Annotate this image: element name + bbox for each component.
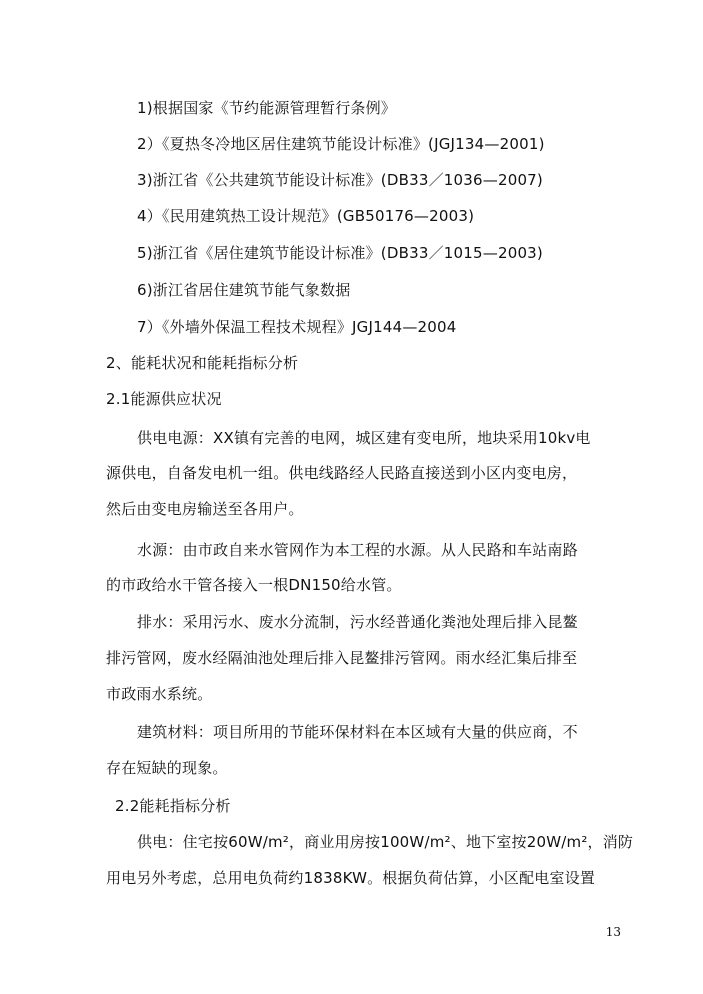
paragraph-power-line-3: 然后由变电房输送至各用户。	[106, 500, 304, 518]
paragraph-drainage-line-1: 排水：采用污水、废水分流制，污水经普通化粪池处理后排入昆鳌	[137, 613, 578, 631]
paragraph-materials-line-2: 存在短缺的现象。	[106, 759, 228, 777]
section-heading-2-1: 2.1能源供应状况	[106, 390, 222, 408]
reference-item-4: 4）《民用建筑热工设计规范》(GB50176—2003)	[137, 207, 475, 225]
paragraph-power-line-1: 供电电源：XX镇有完善的电网，城区建有变电所，地块采用10kv电	[137, 429, 591, 447]
paragraph-drainage-line-3: 市政雨水系统。	[106, 685, 213, 703]
section-heading-2-2: 2.2能耗指标分析	[115, 797, 231, 815]
reference-item-6: 6)浙江省居住建筑节能气象数据	[137, 281, 351, 299]
paragraph-materials-line-1: 建筑材料：项目所用的节能环保材料在本区域有大量的供应商，不	[137, 723, 578, 741]
reference-item-7: 7）《外墙外保温工程技术规程》JGJ144—2004	[137, 318, 457, 336]
paragraph-supply-line-2: 用电另外考虑，总用电负荷约1838KW。根据负荷估算，小区配电室设置	[106, 869, 596, 887]
reference-item-5: 5)浙江省《居住建筑节能设计标准》(DB33／1015—2003)	[137, 244, 543, 262]
paragraph-drainage-line-2: 排污管网，废水经隔油池处理后排入昆鳌排污管网。雨水经汇集后排至	[106, 649, 578, 667]
reference-item-3: 3)浙江省《公共建筑节能设计标准》(DB33／1036—2007)	[137, 171, 543, 189]
reference-item-1: 1)根据国家《节约能源管理暂行条例》	[137, 99, 396, 117]
paragraph-water-line-2: 的市政给水干管各接入一根DN150给水管。	[106, 576, 402, 594]
reference-item-2: 2）《夏热冬冷地区居住建筑节能设计标准》(JGJ134—2001)	[137, 135, 545, 153]
paragraph-power-line-2: 源供电，自备发电机一组。供电线路经人民路直接送到小区内变电房，	[106, 464, 578, 482]
paragraph-supply-line-1: 供电：住宅按60W/m²，商业用房按100W/m²、地下室按20W/m²，消防	[137, 833, 634, 851]
paragraph-water-line-1: 水源：由市政自来水管网作为本工程的水源。从人民路和车站南路	[137, 541, 578, 559]
page-number: 13	[605, 925, 621, 939]
section-heading-2: 2、能耗状况和能耗指标分析	[106, 354, 299, 372]
